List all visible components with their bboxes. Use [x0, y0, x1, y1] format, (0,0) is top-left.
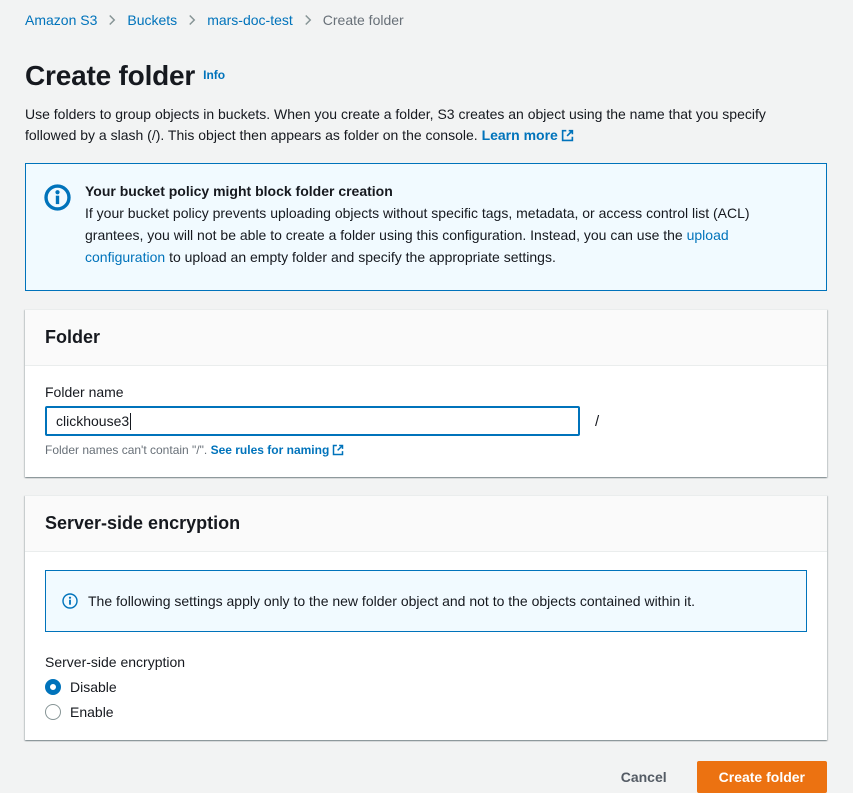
alert-body-text: If your bucket policy prevents uploading objects without specific tags, metadata, or access control list (ACL) grantees, you will not be able to create a folder using this configuration. Instead, you can use the — [85, 205, 750, 243]
breadcrumb-current: Create folder — [322, 12, 404, 28]
bucket-policy-alert — [25, 163, 827, 291]
breadcrumb-bucket-name[interactable]: mars-doc-test — [207, 12, 293, 28]
encryption-card — [25, 495, 827, 740]
helper-text: Folder names can't contain "/". — [45, 443, 208, 457]
page-description-text: Use folders to group objects in buckets. When you create a folder, S3 creates an object using the name that you specify followed by a slash (/). This object then appears as folder on the console. — [25, 106, 766, 143]
radio-button[interactable] — [45, 704, 61, 720]
chevron-right-icon — [302, 14, 314, 26]
info-circle-icon — [44, 184, 71, 268]
alert-title: Your bucket policy might block folder creation — [85, 183, 393, 199]
folder-card-body — [25, 366, 827, 477]
chevron-right-icon — [186, 14, 198, 26]
alert-body-text-2: to upload an empty folder and specify the appropriate settings. — [169, 249, 556, 265]
radio-label: Enable — [70, 704, 114, 720]
radio-button[interactable] — [45, 679, 61, 695]
radio-label: Disable — [70, 679, 117, 695]
page-header — [25, 60, 827, 146]
learn-more-label: Learn more — [481, 127, 558, 143]
info-link[interactable]: Info — [203, 68, 226, 82]
breadcrumb-buckets[interactable]: Buckets — [127, 12, 178, 28]
alert-content — [85, 180, 791, 268]
alert-body — [85, 202, 791, 268]
naming-rules-link[interactable] — [211, 443, 345, 457]
create-folder-button[interactable]: Create folder — [697, 761, 827, 793]
folder-name-helper — [45, 443, 807, 457]
upload-configuration-link[interactable]: upload configuration — [85, 227, 729, 265]
encryption-card-title: Server-side encryption — [45, 513, 241, 533]
footer-actions — [25, 761, 827, 793]
folder-card-header — [25, 310, 827, 366]
folder-name-row — [45, 406, 807, 436]
folder-name-value: clickhouse3 — [56, 413, 130, 429]
external-link-icon — [561, 129, 574, 142]
encryption-info-text: The following settings apply only to the new folder object and not to the objects contained within it. — [88, 593, 696, 609]
radio-option-disable[interactable] — [45, 679, 807, 695]
learn-more-link[interactable] — [482, 127, 574, 143]
encryption-card-body — [25, 552, 827, 740]
encryption-field-label: Server-side encryption — [45, 654, 186, 670]
encryption-info-alert — [45, 570, 807, 632]
external-link-icon — [332, 444, 344, 456]
radio-option-enable[interactable] — [45, 704, 807, 720]
breadcrumb-amazon-s3[interactable]: Amazon S3 — [25, 12, 98, 28]
folder-name-label: Folder name — [45, 384, 124, 400]
chevron-right-icon — [106, 14, 118, 26]
folder-name-suffix: / — [595, 412, 600, 430]
folder-name-input[interactable] — [45, 406, 580, 436]
text-caret — [130, 413, 131, 430]
page-description — [25, 104, 817, 146]
cancel-button[interactable]: Cancel — [599, 763, 689, 791]
encryption-radio-group — [45, 679, 807, 720]
folder-card-title: Folder — [45, 327, 101, 347]
naming-rules-label: See rules for naming — [210, 443, 330, 457]
encryption-card-header — [25, 496, 827, 552]
folder-card — [25, 309, 827, 477]
breadcrumb — [25, 10, 827, 28]
info-circle-icon — [62, 593, 78, 609]
page-title: Create folder — [25, 60, 196, 91]
